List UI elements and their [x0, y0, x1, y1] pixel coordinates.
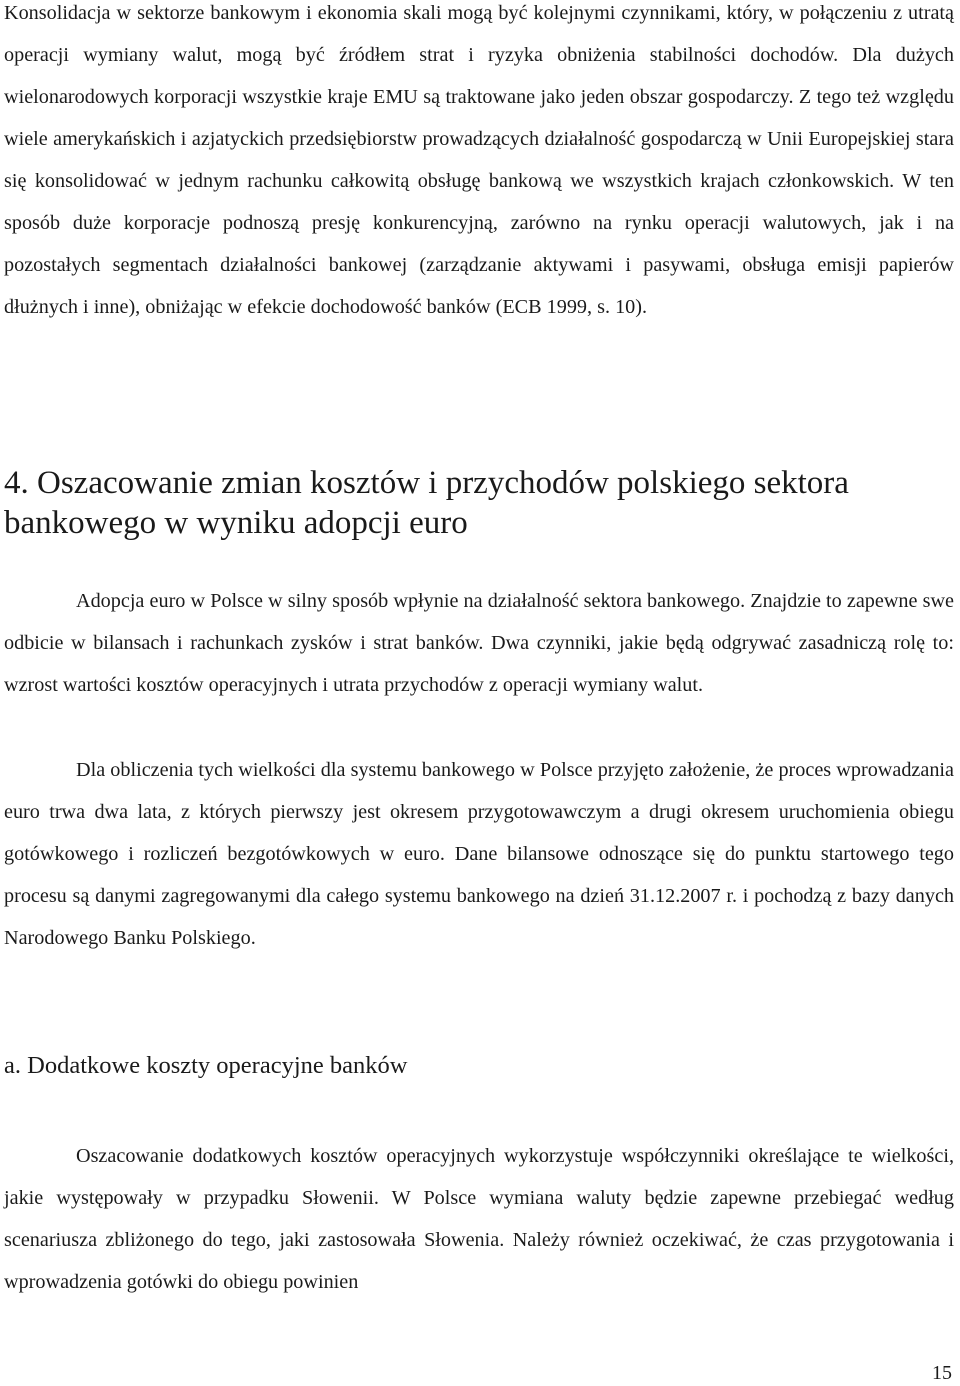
- paragraph-euro-adoption: Adopcja euro w Polsce w silny sposób wpłynie na działalność sektora bankowego. Znajdzie to zapewne swe odbicie w bilansach i rachunkach zysków i strat banków. Dwa czynniki, jakie będą odgrywać zasadniczą rolę to: wzrost wartości kosztów operacyjnych i utrata przychodów z operacji wymiany walut.: [4, 590, 954, 696]
- subsection-heading: a. Dodatkowe koszty operacyjne banków: [4, 1052, 408, 1079]
- section-heading: 4. Oszacowanie zmian kosztów i przychodów polskiego sektora bankowego w wyniku adopcji euro: [4, 465, 849, 541]
- paragraph-consolidation: Konsolidacja w sektorze bankowym i ekonomia skali mogą być kolejnymi czynnikami, który, w połączeniu z utratą operacji wymiany walut, mogą być źródłem strat i ryzyka obniżenia stabilności dochodów. Dla dużych wielonarodowych korporacji wszystkie kraje EMU są traktowane jako jeden obszar gospodarczy. Z tego też względu wiele amerykańskich i azjatyckich przedsiębiorstw prowadzących działalność gospodarczą w Unii Europejskiej stara się konsolidować w jednym rachunku całkowitą obsługę bankową we wszystkich krajach członkowskich. W ten sposób duże korporacje podnoszą presję konkurencyjną, zarówno na rynku operacji walutowych, jak i na pozostałych segmentach działalności bankowej (zarządzanie aktywami i pasywami, obsługa emisji papierów dłużnych i inne), obniżając w efekcie dochodowość banków (ECB 1999, s. 10).: [4, 2, 954, 318]
- paragraph-additional-costs: Oszacowanie dodatkowych kosztów operacyjnych wykorzystuje współczynniki określające te wielkości, jakie występowały w przypadku Słowenii. W Polsce wymiana waluty będzie zapewne przebiegać według scenariusza zbliżonego do tego, jaki zastosowała Słowenia. Należy również oczekiwać, że czas przygotowania i wprowadzenia gotówki do obiegu powinien: [4, 1145, 954, 1293]
- page-number: 15: [932, 1362, 952, 1384]
- paragraph-calculation-assumptions: Dla obliczenia tych wielkości dla systemu bankowego w Polsce przyjęto założenie, że proces wprowadzania euro trwa dwa lata, z których pierwszy jest okresem przygotowawczym a drugi okresem uruchomienia obiegu gotówkowego i rozliczeń bezgotówkowych w euro. Dane bilansowe odnoszące się do punktu startowego tego procesu są danymi zagregowanymi dla całego systemu bankowego na dzień 31.12.2007 r. i pochodzą z bazy danych Narodowego Banku Polskiego.: [4, 759, 954, 949]
